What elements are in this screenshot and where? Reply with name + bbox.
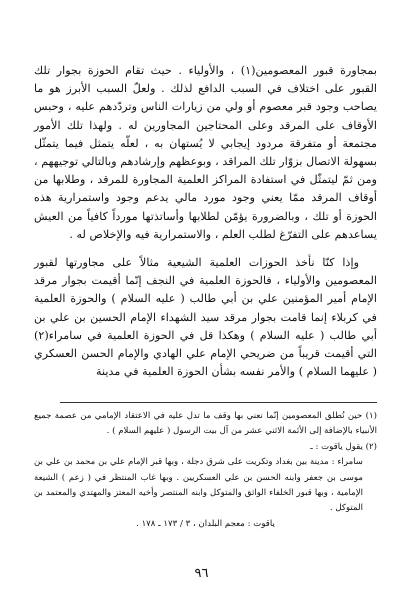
main-text-block [34,62,377,381]
footnote-2-text: سامراء : مدينة بين بغداد وتكريت على شرق دجلة ، وبها قبر الإمام علي بن محمد بن علي بن موسى بن جعفر وابنه الحسن بن علي العسكريين . وبها غاب المنتظر في ( زعم ) الشيعة الإمامية ، وبها قبور الخلفاء الواثق والمتوكل وابنه المنتصر وأخيه المعتز والمهتدي والمعتمد بن المتوكل . [34,457,363,514]
footnote-2-source: ياقوت : معجم البلدان ، ٣ / ١٧٣ ـ ١٧٨ . [136,518,275,529]
footnote-2-label: (٢) يقول ياقوت : ـ [310,441,377,452]
footnote-1: (١) حين نُطلق المعصومين إنّما نعني بها وقف ما تدل عليه في الاعتقاد الإمامي من عصمة جميع الأنبياء بالإضافة إلى الأئمة الاثني عشر من آل بيت الرسول ( عليهم السلام ) . [34,411,377,437]
footnote-separator [60,402,377,403]
body-paragraph-1: بمجاورة قبور المعصومين(١) ، والأولياء . حيث تقام الحوزة بجوار تلك القبور على اختلاف في السبب الدافع لذلك . ولعلّ السبب الأبرز هو ما يصاحب وجود قبر معصوم أو ولي من زيارات الناس وتردّدهم عليه ، وحبس الأوقاف على المرقد وعلى المحتاجين المجاورين له . ولهذا تلك الأمور مجتمعة أو متفرقة مردود إيجابي لا يُستهان به ، لعلّه يتمثل فيما يتمثّل بسهولة الاتصال بزوّار تلك المراقد ، وبوعظهم وإرشادهم وبالتالي توجيههم ، ومن ثمّ ليتمثّل في استفادة المراكز العلمية المجاورة للمرقد ، وطلابها من أوقاف المرقد ممّا يعني وجود مورد مالي يدعم وجود واستمرارية هذه الحوزة أو تلك ، وبالضرورة يؤمّن لطلابها وأساتذتها مورداً كافياً من العيش يساعدهم على التفرّغ لطلب العلم ، والاستمرارية فيه والإخلاص له . [34,64,377,241]
body-paragraph-2: وإذا كنّا نأخذ الحوزات العلمية الشيعية مثالاً على مجاورتها لقبور المعصومين والأولياء ، فالحوزة العلمية في النجف إنّما أقيمت بجوار مرقد الإمام أمير المؤمنين علي بن أبي طالب ( عليه السلام ) والحوزة العلمية في كربلاء إنما قامت بجوار مرقد سيد الشهداء الإمام الحسين بن علي بن أبي طالب ( عليه السلام ) وهكذا قل في الحوزة العلمية في سامراء(٢) التي أقيمت قريباً من ضريحي الإمام علي الهادي والإمام الحسن العسكري ( عليهما السلام ) والأمر نفسه بشأن الحوزة العلمية في مدينة [34,256,377,379]
page-number: ٩٦ [194,566,209,581]
footnotes-block [34,409,377,532]
